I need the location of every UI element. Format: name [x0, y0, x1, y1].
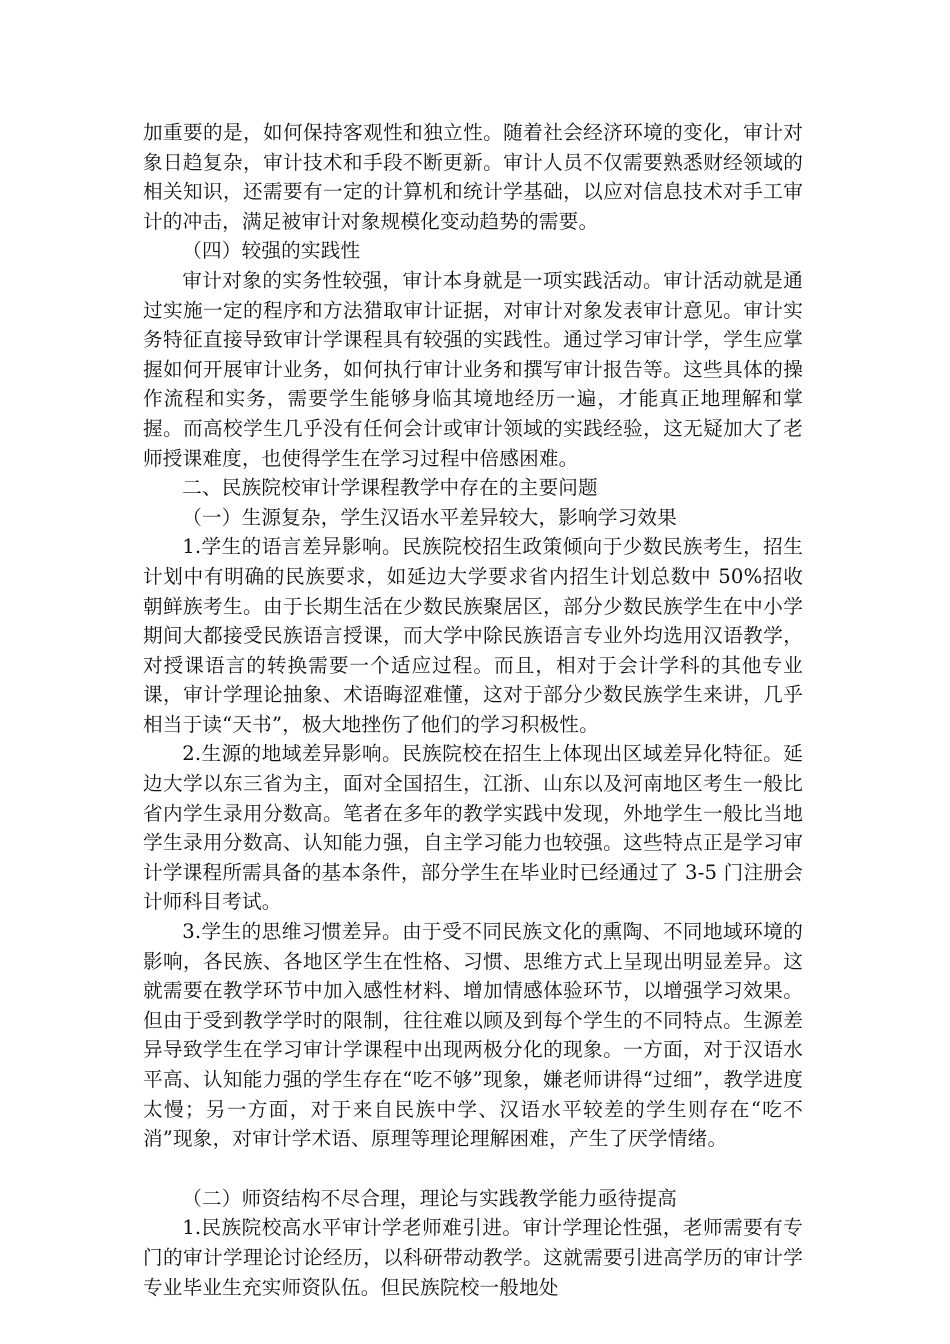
- heading-subsection-2: （二）师资结构不尽合理，理论与实践教学能力亟待提高: [182, 1186, 678, 1210]
- paragraph-language-difference: 1.学生的语言差异影响。民族院校招生政策倾向于少数民族考生，招生计划中有明确的民族要求，如延边大学要求省内招生计划总数中 50%招收朝鲜族考生。由于长期生活在少数民族聚居区，部分少数民族学生在中小学期间大都接受民族语言授课，而大学中除民族语言专业外均选用汉语教学，对授课语言的转换需要一个适应过程。而且，相对于会计学科的其他专业课，审计学理论抽象、术语晦涩难懂，这对于部分少数民族学生来讲，几乎相当于读“天书”，极大地挫伤了他们的学习积极性。: [143, 535, 803, 736]
- paragraph-thinking-difference: 3.学生的思维习惯差异。由于受不同民族文化的熏陶、不同地域环境的影响，各民族、各地区学生在性格、习惯、思维方式上呈现出明显差异。这就需要在教学环节中加入感性材料、增加情感体验环节，以增强学习效果。但由于受到教学学时的限制，往往难以顾及到每个学生的不同特点。生源差异导致学生在学习审计学课程中出现两极分化的现象。一方面，对于汉语水平高、认知能力强的学生存在“吃不够”现象，嫌老师讲得“过细”，教学进度太慢；另一方面，对于来自民族中学、汉语水平较差的学生则存在“吃不消”现象，对审计学术语、原理等理论理解困难，产生了厌学情绪。: [143, 920, 803, 1151]
- paragraph-gap: [143, 1154, 803, 1184]
- paragraph-regional-difference: 2.生源的地域差异影响。民族院校在招生上体现出区域差异化特征。延边大学以东三省为主，面对全国招生，江浙、山东以及河南地区考生一般比省内学生录用分数高。笔者在多年的教学实践中发现，外地学生一般比当地学生录用分数高、认知能力强，自主学习能力也较强。这些特点正是学习审计学课程所需具备的基本条件，部分学生在毕业时已经通过了 3-5 门注册会计师科目考试。: [143, 742, 803, 914]
- document-page: [143, 118, 803, 1302]
- heading-practice: （四）较强的实践性: [182, 239, 361, 263]
- paragraph-continuation: 加重要的是，如何保持客观性和独立性。随着社会经济环境的变化，审计对象日趋复杂，审计技术和手段不断更新。审计人员不仅需要熟悉财经领域的相关知识，还需要有一定的计算机和统计学基础，以应对信息技术对手工审计的冲击，满足被审计对象规模化变动趋势的需要。: [143, 121, 803, 233]
- heading-section-2: 二、民族院校审计学课程教学中存在的主要问题: [182, 476, 598, 500]
- paragraph-teacher-recruitment: 1.民族院校高水平审计学老师难引进。审计学理论性强，老师需要有专门的审计学理论讨论经历，以科研带动教学。这就需要引进高学历的审计学专业毕业生充实师资队伍。但民族院校一般地处: [143, 1216, 803, 1299]
- heading-subsection-1: （一）生源复杂，学生汉语水平差异较大，影响学习效果: [182, 505, 678, 529]
- paragraph-practice: 审计对象的实务性较强，审计本身就是一项实践活动。审计活动就是通过实施一定的程序和方法猎取审计证据，对审计对象发表审计意见。审计实务特征直接导致审计学课程具有较强的实践性。通过学习审计学，学生应掌握如何开展审计业务，如何执行审计业务和撰写审计报告等。这些具体的操作流程和实务，需要学生能够身临其境地经历一遍，才能真正地理解和掌握。而高校学生几乎没有任何会计或审计领域的实践经验，这无疑加大了老师授课难度，也使得学生在学习过程中倍感困难。: [143, 268, 803, 470]
